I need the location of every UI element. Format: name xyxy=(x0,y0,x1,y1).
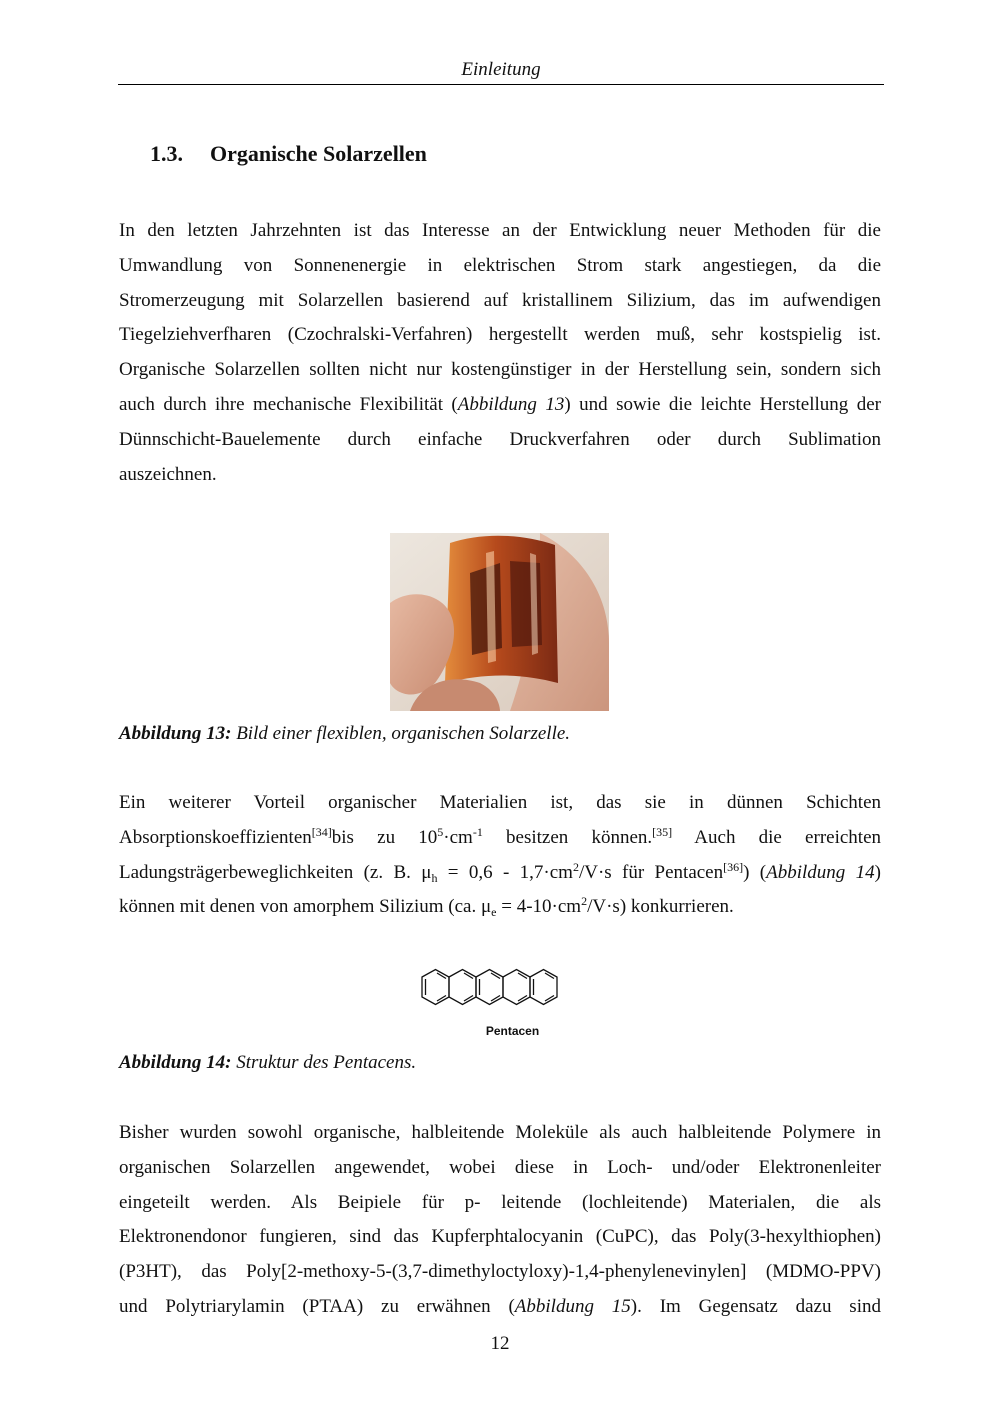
text-run: und Polytriarylamin (PTAA) zu erwähnen ( xyxy=(119,1295,515,1317)
paragraph-line: In den letzten Jahrzehnten ist das Interesse an der Entwicklung neuer Methoden für die xyxy=(119,220,881,241)
paragraph-line: Ein weiterer Vorteil organischer Materialien ist, das sie in dünnen Schichten xyxy=(119,792,881,813)
text-run: /V·s für Pentacen xyxy=(578,861,724,883)
citation[interactable]: [34] xyxy=(311,824,332,839)
paragraph-line xyxy=(119,856,881,891)
figure-label: Abbildung 13: xyxy=(119,723,232,744)
text-run: /V·s) konkurrieren. xyxy=(587,896,734,918)
text-run: Auch die erreichten xyxy=(672,826,882,848)
paragraph-line: eingeteilt werden. Als Beipiele für p- leitende (lochleitende) Materialen, die als xyxy=(119,1191,881,1213)
text-run: ) und sowie die leichte Herstellung der xyxy=(564,393,881,415)
paragraph-intro xyxy=(119,214,881,492)
citation[interactable]: [36] xyxy=(723,859,744,874)
paragraph-materials xyxy=(119,786,881,925)
exponent: 2 xyxy=(581,894,588,909)
caption-text: Bild einer flexiblen, organischen Solarzelle. xyxy=(231,723,571,744)
paragraph-line xyxy=(119,1290,881,1325)
section-title: Organische Solarzellen xyxy=(210,141,427,166)
page-number: 12 xyxy=(490,1333,510,1354)
solar-cell-photo xyxy=(390,533,609,711)
citation[interactable]: [35] xyxy=(652,824,673,839)
pentacene-structure xyxy=(416,963,586,1013)
text-run: können mit denen von amorphem Silizium (ca. μ xyxy=(119,896,492,918)
section-number: 1.3. xyxy=(150,141,183,166)
paragraph-line xyxy=(119,821,881,856)
section-heading xyxy=(150,140,427,168)
text-run: ). Im Gegensatz dazu sind xyxy=(630,1295,881,1317)
text-run: ) xyxy=(874,861,881,883)
paragraph-line: Dünnschicht-Bauelemente durch einfache Druckverfahren oder durch Sublimation xyxy=(119,428,881,450)
text-run: besitzen können. xyxy=(482,826,653,848)
running-header: Einleitung xyxy=(461,59,541,80)
caption-text: Struktur des Pentacens. xyxy=(231,1052,417,1073)
exponent: 5 xyxy=(437,824,444,839)
text-run: auch durch ihre mechanische Flexibilität ( xyxy=(119,393,458,415)
figure-label: Abbildung 14: xyxy=(119,1052,232,1073)
exponent: 2 xyxy=(572,859,579,874)
paragraph-line: Umwandlung von Sonnenenergie in elektrischen Strom stark angestiegen, da die xyxy=(119,254,881,276)
text-run: = 4-10·cm xyxy=(496,896,582,918)
figure-reference[interactable]: Abbildung 13 xyxy=(457,393,565,415)
text-run: ) ( xyxy=(743,861,767,883)
paragraph-line: Tiegelziehverfharen (Czochralski-Verfahren) hergestellt werden muß, sehr kostspielig ist. xyxy=(119,324,881,346)
header-rule xyxy=(118,84,884,85)
paragraph-line xyxy=(119,388,881,423)
text-run: ·cm xyxy=(443,826,473,848)
text-run: Absorptionskoeffizienten xyxy=(119,826,312,848)
paragraph-line: auszeichnen. xyxy=(119,463,217,485)
figure-reference[interactable]: Abbildung 14 xyxy=(766,861,875,883)
paragraph-line: organischen Solarzellen angewendet, wobei diese in Loch- und/oder Elektronenleiter xyxy=(119,1156,881,1178)
text-run: bis zu 10 xyxy=(331,826,438,848)
paragraph-line: Stromerzeugung mit Solarzellen basierend auf kristallinem Silizium, das im aufwendigen xyxy=(119,289,881,311)
molecule-label: Pentacen xyxy=(485,1024,540,1038)
text-run: = 0,6 - 1,7·cm xyxy=(437,861,573,883)
paragraph-line: (P3HT), das Poly[2-methoxy-5-(3,7-dimethyloctyloxy)-1,4-phenylenevinylen] (MDMO-PPV) xyxy=(119,1261,881,1283)
paragraph-semiconductors xyxy=(119,1116,881,1325)
subscript: e xyxy=(491,905,497,920)
figure-13-caption xyxy=(119,722,570,746)
paragraph-line xyxy=(119,890,881,925)
paragraph-line: Organische Solarzellen sollten nicht nur kostengünstiger in der Herstellung sein, sondern sich xyxy=(119,359,881,381)
figure-reference[interactable]: Abbildung 15 xyxy=(514,1295,631,1317)
exponent: -1 xyxy=(472,824,483,839)
figure-14-caption xyxy=(119,1051,416,1075)
paragraph-line: Bisher wurden sowohl organische, halbleitende Moleküle als auch halbleitende Polymere in xyxy=(119,1122,881,1143)
subscript: h xyxy=(431,870,438,885)
text-run: Ladungsträgerbeweglichkeiten (z. B. μ xyxy=(119,861,432,883)
paragraph-line: Elektronendonor fungieren, sind das Kupferphtalocyanin (CuPC), das Poly(3-hexylthiophen) xyxy=(119,1226,881,1248)
